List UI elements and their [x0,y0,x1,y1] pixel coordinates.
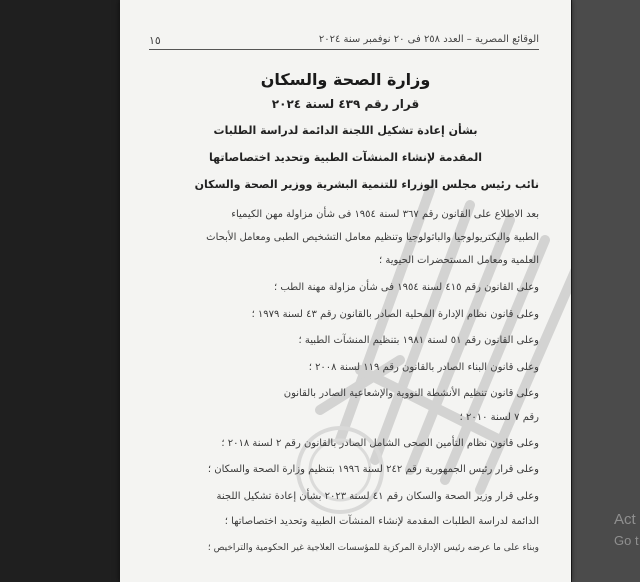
decree-subject-line-2: المقدمة لإنشاء المنشآت الطبية وتحديد اختصاصاتها [208,151,483,164]
page-number: ١٥ [149,34,161,47]
body-line: وبناء على ما عرضه رئيس الإدارة المركزية للمؤسسات العلاجية غير الحكومية والتراخيص ؛ [207,543,539,553]
viewer-right-margin [572,0,640,582]
running-header [149,34,539,50]
body-line: وعلى قانون تنظيم الأنشطة النووية والإشعاعية الصادر بالقانون [283,388,539,399]
body-line: وعلى القانون رقم ٤١٥ لسنة ١٩٥٤ فى شأن مزاولة مهنة الطب ؛ [273,282,539,293]
body-line: الطبية والبكتريولوجيا والباثولوجيا وتنظيم معامل التشخيص الطبى ومعامل الأبحاث [206,232,539,243]
body-line: بعد الاطلاع على القانون رقم ٣٦٧ لسنة ١٩٥٤ فى شأن مزاولة مهن الكيمياء [231,209,539,220]
body-line: وعلى القانون رقم ٥١ لسنة ١٩٨١ بتنظيم المنشآت الطبية ؛ [298,335,539,346]
body-line: وعلى قانون نظام الإدارة المحلية الصادر بالقانون رقم ٤٣ لسنة ١٩٧٩ ؛ [251,309,539,320]
body-line: الدائمة لدراسة الطلبات المقدمة لإنشاء المنشآت الطبية وتحديد اختصاصاتها ؛ [224,516,539,527]
activation-notice-line-1: Act [614,511,636,528]
decree-number: قرار رقم ٤٣٩ لسنة ٢٠٢٤ [271,97,420,111]
body-line: العلمية ومعامل المستحضرات الحيوية ؛ [379,255,539,266]
body-line: وعلى قرار وزير الصحة والسكان رقم ٤١ لسنة ٢٠٢٣ بشأن إعادة تشكيل اللجنة [216,491,539,502]
body-line: وعلى قانون نظام التأمين الصحى الشامل الصادر بالقانون رقم ٢ لسنة ٢٠١٨ ؛ [221,438,539,449]
body-line: وعلى قرار رئيس الجمهورية رقم ٢٤٢ لسنة ١٩٩٦ بتنظيم وزارة الصحة والسكان ؛ [207,464,539,475]
header-title: الوقائع المصرية – العدد ٢٥٨ فى ٢٠ نوفمبر سنة ٢٠٢٤ [318,34,539,45]
body-line: رقم ٧ لسنة ٢٠١٠ ؛ [459,412,539,423]
viewer-left-margin [0,0,118,582]
activation-notice-line-2: Go t [614,533,639,548]
document-page [120,0,571,582]
body-line: وعلى قانون البناء الصادر بالقانون رقم ١١٩ لسنة ٢٠٠٨ ؛ [308,362,539,373]
ministry-title: وزارة الصحة والسكان [260,70,431,89]
decree-issuer: نائب رئيس مجلس الوزراء للتنمية البشرية ووزير الصحة والسكان [194,178,539,191]
decree-subject-line-1: بشأن إعادة تشكيل اللجنة الدائمة لدراسة الطلبات [213,124,478,137]
